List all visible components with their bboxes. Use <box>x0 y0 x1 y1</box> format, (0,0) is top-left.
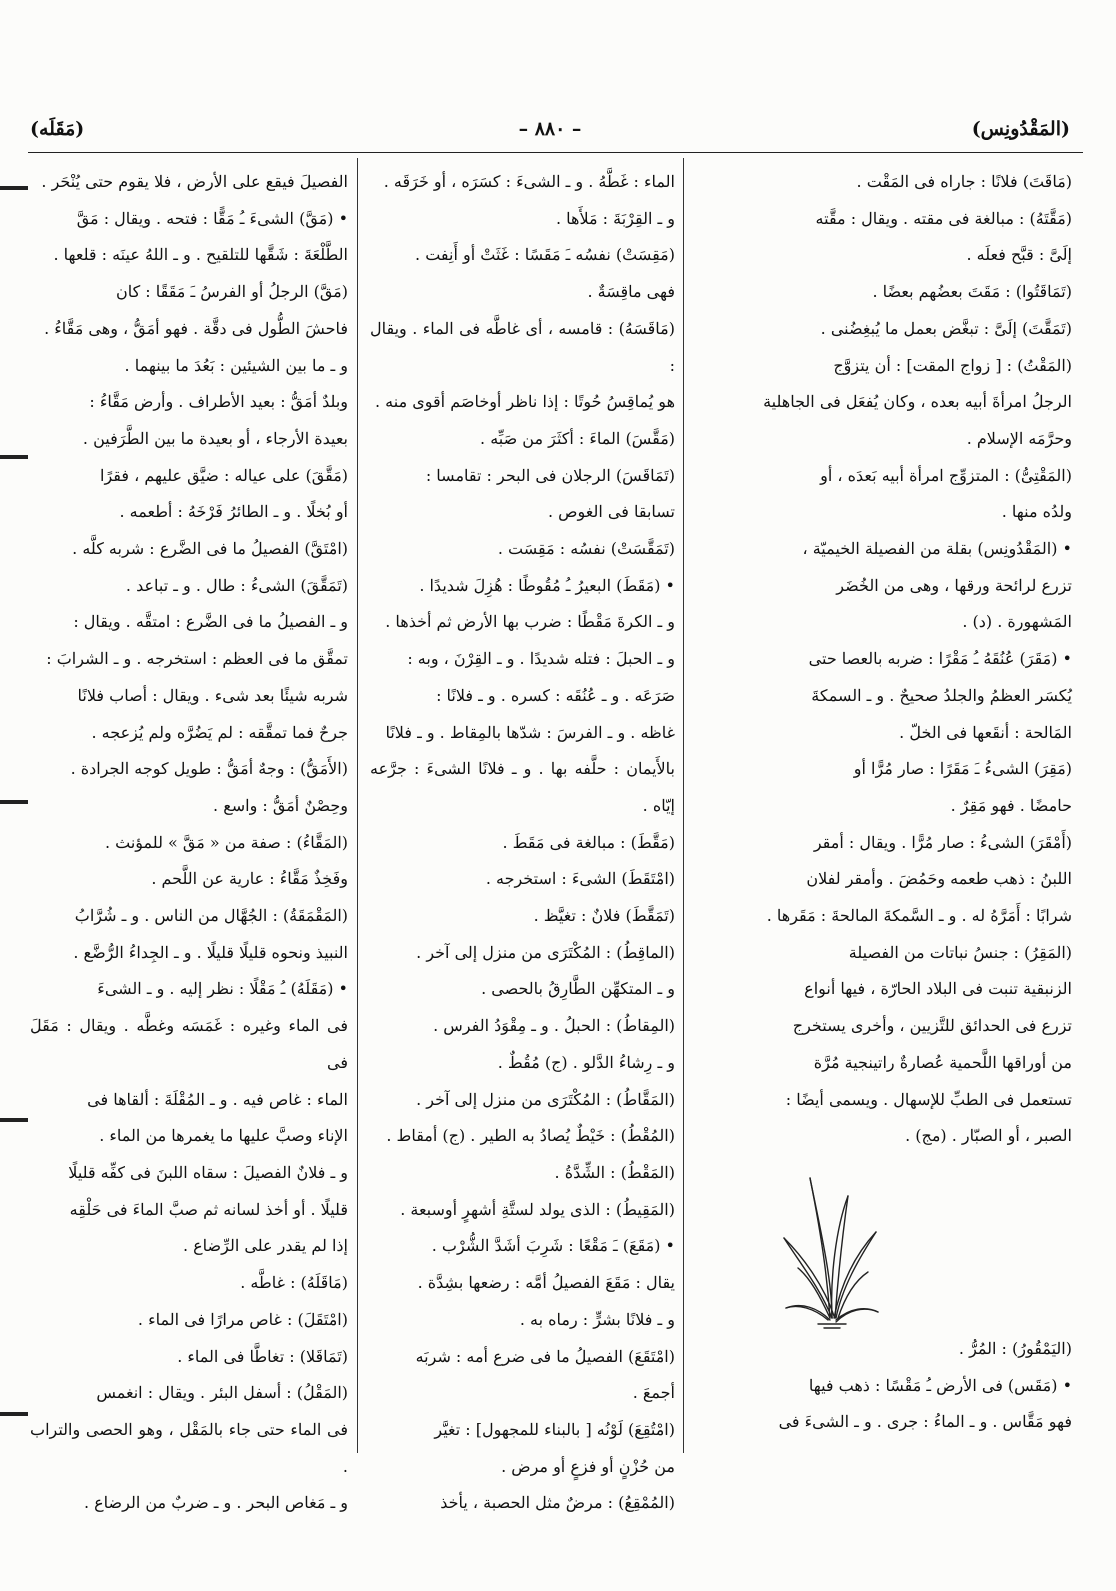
entry-line: (مَقَّطَ) : مبالغة فى مَقَطَ . <box>502 832 675 852</box>
entry-line: تستعمل فى الطبِّ للإسهال . ويسمى أيضًا : <box>785 1089 1072 1109</box>
entry-line: قليلًا . أو أخذ لسانه ثم صبَّ الماءَ فى حَلْقِه <box>69 1199 348 1219</box>
entry-line: • (مَقَس) فى الأرض ـُ مَقْسًا : ذهب فيها <box>808 1375 1072 1395</box>
column-right <box>692 164 1072 1155</box>
column-divider-right <box>683 158 684 1453</box>
column-divider-left <box>357 158 358 1453</box>
entry-line: و ـ القِرْبَةَ : مَلأَها . <box>555 208 675 228</box>
margin-mark <box>0 1412 28 1416</box>
entry-line: (امْتَقَّ) الفصيلُ ما فى الضَّرع : شربه كلَّه . <box>72 539 348 559</box>
margin-mark <box>0 800 28 804</box>
entry-line: بعيدة الأرجاء ، أو بعيدة ما بين الطَّرَفين . <box>82 428 348 448</box>
entry-line: (الأَمَقُّ) : وجهٌ أمَقُّ : طويل كوجه الجرادة . <box>70 759 348 779</box>
entry-line: أو بُخلًا . و ـ الطائرُ فَرْخَهُ : أطعمه . <box>119 502 348 522</box>
entry-line: الفصيلَ فيقع على الأرض ، فلا يقوم حتى يُنْحَر . <box>41 172 348 191</box>
entry-line: • (مَقَلَهُ) ـُ مَقْلًا : نظر إليه . و ـ الشىءَ <box>97 979 348 999</box>
entry-line: الماء : غاص فيه . و ـ المُقْلَةَ : ألقاها فى <box>87 1089 348 1109</box>
entry-line: (مَقِرَ) الشىءُ ـَ مَقَرًا : صار مُرًّا أو <box>853 759 1072 779</box>
entry-line: و ـ ما بين الشيئين : بَعُدَ ما بينهما . <box>124 355 348 375</box>
entry-line: الإناء وصبَّ عليها ما يغمرها من الماء . <box>99 1126 348 1146</box>
entry-line: (المَقَّاءُ) : صفة من « مَقَّ » للمؤنث . <box>104 832 348 852</box>
entry-line: (تَمَقَّقَ) الشىءُ : طال . و ـ تباعد . <box>125 575 348 595</box>
entry-line: غاظه . و ـ الفرسَ : شدّها بالمِقاط . و ـ فلانًا <box>385 722 675 742</box>
entry-line: (امْتُقِعَ) لَوْنُه [ بالبناء للمجهول] : تغيَّر <box>434 1419 675 1439</box>
entry-line: (أَمْقَرَ) الشىءُ : صار مُرًّا . ويقال : أمقر <box>813 832 1072 852</box>
entry-line: (تَمَقَّطَ) فلانٌ : تغيَّظ . <box>533 906 675 926</box>
margin-mark <box>0 455 28 459</box>
entry-line: يُكسَر العظمُ والجلدُ صحيحٌ . و ـ السمكةَ <box>811 685 1072 705</box>
entry-line: (مَقَّتَهُ) : مبالغة فى مقته . ويقال : مقَّته <box>815 208 1072 228</box>
entry-line: المَشهورة . (د) . <box>962 612 1072 632</box>
entry-line: (المَقِرُ) : جنسُ نباتات من الفصيلة <box>848 942 1072 962</box>
entry-line: اللبنُ : ذهب طعمه وحَمُضَ . وأمقر لفلان <box>806 869 1072 889</box>
entry-line: الماء : غَطَّهُ . و ـ الشىءَ : كسَرَه ، أو خَرَقَه . <box>383 172 675 191</box>
entry-line: و ـ الحبلَ : فتله شديدًا . و ـ القِرْنَ ، وبه : <box>407 649 675 669</box>
page-header <box>30 118 1070 152</box>
header-right-title: (المَقْدُونِس) <box>971 118 1070 140</box>
entry-line: بالأَيمان : حلَّفه بها . و ـ فلانًا الشىءَ : جرَّعه إيّاه . <box>370 759 675 815</box>
entry-line: (تَمَاقَلا) : تغاطَّا فى الماء . <box>177 1346 348 1366</box>
column-right-bottom <box>692 1331 1072 1441</box>
entry-line: • (مَقَّ) الشىءَ ـُ مَقًّا : فتحه . ويقال : مَقَّ <box>76 208 348 228</box>
margin-mark <box>0 1118 28 1122</box>
entry-line: أجمعَ . <box>632 1383 675 1403</box>
entry-line: (المَقَّاطُ) : المُكْتَرَى من منزل إلى آخر . <box>416 1089 675 1109</box>
entry-line: إلَىَّ : قبَّح فعلَه . <box>966 245 1072 265</box>
margin-mark <box>0 186 28 190</box>
entry-line: (مَاقَتَ) فلانًا : جاراه فى المَقْت . <box>856 172 1072 191</box>
entry-line: جرحٌ فما تمقَّقه : لم يَضُرَّه ولم يُزعجه . <box>91 722 348 742</box>
entry-line: و ـ فلانًا بشرٍّ : رماه به . <box>519 1309 675 1329</box>
entry-line: فهو مَقَّاس . و ـ الماءُ : جرى . و ـ الشىءَ فى <box>778 1412 1072 1432</box>
entry-line: (امْتَقَعَ) الفصيلُ ما فى ضرع أمه : شربَه <box>415 1346 675 1366</box>
entry-line: (اليَمْقُورُ) : المُرُّ . <box>958 1339 1072 1358</box>
entry-line: الطَّلْعَةَ : شَقَّها للتلقيح . و ـ اللهُ عينَه : قلعها . <box>53 245 348 265</box>
entry-line: (المَقِيطُ) : الذى يولد لستَّةِ أشهرٍ أوسبعة . <box>400 1199 675 1219</box>
entry-line: إذا لم يقدر على الرِّضاع . <box>182 1236 348 1256</box>
entry-line: فهى ماقِسَةٌ . <box>587 282 675 302</box>
entry-line: (مَاقَلَهُ) : غاطَّه . <box>240 1273 348 1293</box>
entry-line: تزرع فى الحدائق للتَّزيين ، وأخرى يستخرج <box>792 1016 1072 1036</box>
entry-line: (مَاقَسَهُ) : قامسه ، أى غاطَّه فى الماء . ويقال : <box>370 318 675 375</box>
entry-line: (مَقَّ) الرجلُ أو الفرسُ ـَ مَقَقًا : كان <box>115 282 348 302</box>
entry-line: (مَقَّسَ) الماءَ : أكثَرَ من صَبِّه . <box>480 428 675 448</box>
entry-line: (المَقْطُ) : الشِّدَّةُ . <box>554 1162 675 1182</box>
entry-line: شرابًا : أَمَرَّهُ له . و ـ السَّمكةَ المالحةَ : مَقَرها . <box>766 906 1072 926</box>
entry-line: تسابقا فى الغوص . <box>548 502 675 522</box>
entry-line: (تَمَاقَتُوا) : مَقَتَ بعضُهم بعضًا . <box>872 282 1072 302</box>
entry-line: (المُقْطُ) : خَيْطٌ يُصادُ به الطير . (ج) أمقاط . <box>386 1126 675 1146</box>
entry-line: و ـ رِشاءُ الدَّلو . (ج) مُقُطٌ . <box>497 1052 675 1072</box>
entry-line: (المَقْلُ) : أسفل البئر . ويقال : انغمس <box>96 1383 348 1403</box>
entry-line: وفَخِذٌ مَقَّاءُ : عارية عن اللَّحم . <box>151 869 348 889</box>
entry-line: (المَقْمَقَةُ) : الجُهَّال من الناس . و ـ شُرَّابُ <box>74 906 348 926</box>
page-number: – ٨٨٠ – <box>518 118 582 140</box>
entry-line: فى الماء حتى جاء بالمَقْل ، وهو الحصى والتراب . <box>30 1419 348 1476</box>
entry-line: و ـ المتكهِّن الطَّارِقُ بالحصى . <box>481 979 675 999</box>
entry-line: المَالحة : أنقَعها فى الخلّ . <box>899 722 1072 742</box>
entry-line: حامضًا . فهو مَقِرٌ . <box>950 795 1072 815</box>
entry-line: وبلدٌ أمَقُّ : بعيد الأطراف . وأرض مَقَّاءُ : <box>89 392 348 412</box>
entry-line: • (مَقَعَ) ـَ مَقْعًا : شَرِبَ أشَدَّ الشُّرْب . <box>431 1236 675 1256</box>
entry-line: (مَقِسَتْ) نفسُه ـَ مَقَسًا : غَثَتْ أو أَنِفت . <box>415 245 675 265</box>
entry-line: الصبر ، أو الصبّار . (مج) . <box>905 1126 1072 1146</box>
entry-line: هو يُماقِسُ حُوتًا : إذا ناظر أوخاصَم أقوى منه . <box>375 392 675 412</box>
entry-line: • (مَقَطَ) البعيرُ ـُ مُقُوطًا : هُزِلَ شديدًا . <box>419 575 675 595</box>
entry-line: الرجلُ امرأةَ أبيه بعده ، وكان يُفعَل فى الجاهلية <box>763 392 1072 412</box>
entry-line: • (مَقَرَ) عُنُقَهُ ـُ مَقْرًا : ضربه بالعصا حتى <box>808 649 1072 669</box>
aloe-plant-illustration <box>780 1168 880 1330</box>
entry-line: من حُزْنٍ أو فزعٍ أو مرض . <box>501 1456 675 1476</box>
entry-line: (مَقَّقَ) على عياله : ضيَّق عليهم ، فقرًا <box>100 465 348 485</box>
entry-line: صَرَعَه . و ـ عُنُقَه : كسره . و ـ فلانًا : <box>436 685 675 705</box>
entry-line: فاحشَ الطُّول فى دقَّة . فهو أمَقُّ ، وهى مَقَّاءُ . <box>44 318 348 338</box>
entry-line: وحِصْنٌ أمَقُّ : واسع . <box>213 795 348 815</box>
column-left <box>30 164 348 1522</box>
entry-line: تمقَّق ما فى العظم : استخرجه . و ـ الشرابَ : <box>46 649 348 669</box>
entry-line: و ـ مَغاص البحر . و ـ ضربٌ من الرضاع . <box>83 1493 348 1513</box>
entry-line: و ـ الفصيلُ ما فى الضَّرع : امتقَّه . ويقال : <box>73 612 348 632</box>
entry-line: (المُمْقِعُ) : مرضٌ مثل الحصبة ، يأخذ <box>440 1493 675 1513</box>
entry-line: فى الماء وغيره : غَمَسَه وغطَّه . ويقال : مَقَلَ فى <box>30 1016 348 1072</box>
entry-line: تزرع لرائحة ورقها ، وهى من الخُضَر <box>836 575 1072 595</box>
entry-line: (تَمَقَّسَتْ) نفسُه : مَقِسَت . <box>497 539 675 559</box>
header-left-title: (مَقَلَه) <box>30 118 85 140</box>
entry-line: ولدُه منها . <box>1001 502 1072 522</box>
entry-line: (المَقْتُ) : [ زواج المقت] : أن يتزوَّج <box>833 355 1072 375</box>
entry-line: وحرَّمَه الإسلام . <box>966 428 1072 448</box>
entry-line: من أوراقها اللَّحمية عُصارةٌ راتينجية مُرَّة <box>813 1052 1072 1072</box>
entry-line: (تَمَاقَسَ) الرجلان فى البحر : تقامسا : <box>425 465 675 485</box>
entry-line: (الماقِطُ) : المُكْتَرَى من منزل إلى آخر . <box>416 942 675 962</box>
entry-line: (المَقْتِىُّ) : المتزوِّج امرأة أبيه بَعدَه ، أو <box>820 465 1072 485</box>
entry-line: الزنبقية تنبت فى البلاد الحارّة ، فيها أنواع <box>804 979 1072 999</box>
entry-line: (امْتَقَلَ) : غاص مرارًا فى الماء . <box>137 1309 348 1329</box>
entry-line: (امْتَقَطَ) الشىءَ : استخرجه . <box>485 869 675 889</box>
entry-line: (تَمَقَّتَ) إلَىَّ : تبغَّض بعمل ما يُبغِضُنى . <box>820 318 1072 338</box>
entry-line: و ـ الكرةَ مَقْطًا : ضرب بها الأرض ثم أخذها . <box>385 612 675 632</box>
entry-line: يقال : مَقَعَ الفصيلُ أمَّه : رضعها بشِدَّة . <box>417 1273 675 1293</box>
entry-line: • (المَقْدُونِس) بقلة من الفصيلة الخيميّة ، <box>802 539 1072 559</box>
entry-line: و ـ فلانٌ الفصيلَ : سقاه اللبنَ فى كفِّه قليلًا <box>68 1162 348 1182</box>
column-middle <box>370 164 675 1522</box>
entry-line: شربه شيئًا بعد شىء . ويقال : أصاب فلانًا <box>77 685 348 705</box>
header-rule <box>28 152 1083 153</box>
entry-line: (المِقاطُ) : الحبلُ . و ـ مِقْوَدُ الفرس . <box>433 1016 675 1036</box>
entry-line: النبيذ ونحوه قليلًا قليلًا . و ـ الجِداءُ الرُّضَّع . <box>73 942 348 962</box>
